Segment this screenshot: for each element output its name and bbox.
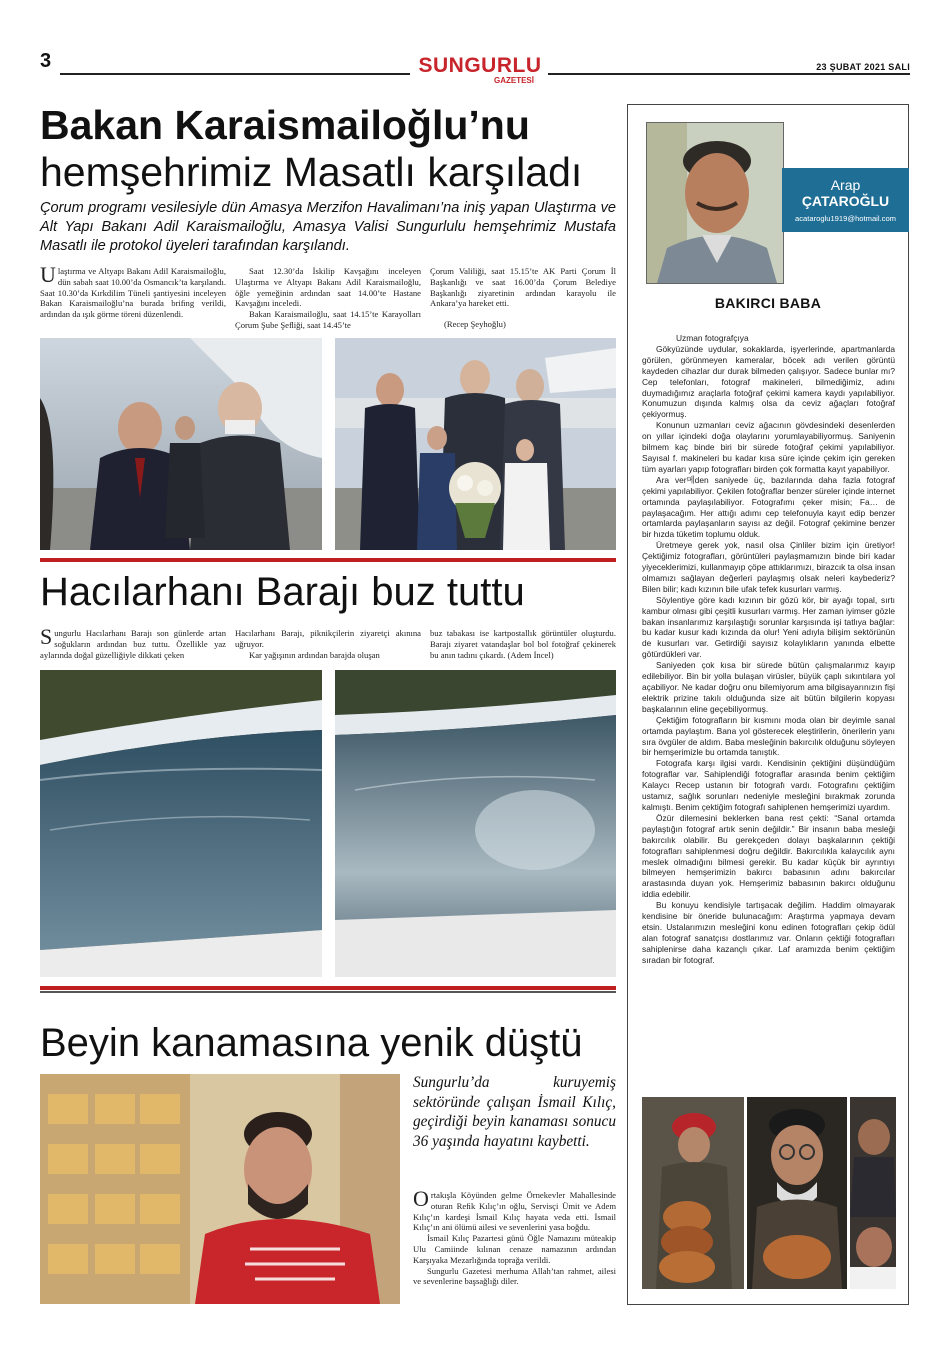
article2-headline: Hacılarhanı Barajı buz tuttu bbox=[40, 570, 525, 614]
page-number: 3 bbox=[40, 50, 52, 72]
article3-top-bar bbox=[40, 986, 616, 990]
article2-photo-frozen-lake-2 bbox=[335, 670, 616, 977]
article2-photo-frozen-lake-1 bbox=[40, 670, 322, 977]
column-photo-kettles bbox=[642, 1097, 744, 1289]
column-p7: Çektiğim fotografların bir kısmını moda olan bir deyimle sanal ortamda paylaştım. Bana yol gösterecek eleştirilerin, önerilerin yanı sıra övgüler de aldım. Baba mesleğinin bakırcılık olduğunu söyleyen bir hemşerimizle bu ortamda tanıştık. bbox=[642, 714, 895, 758]
article1-headline-bold: Bakan Karaismailoğlu’nu bbox=[40, 102, 530, 148]
article1-col2-p2: Bakan Karaismailoğlu, saat 14.15’te Karayolları Çorum Şube Şeﬂiği, saat 14.45’te bbox=[235, 309, 421, 330]
article2-dropcap: S bbox=[40, 624, 53, 649]
article3-dropcap: O bbox=[413, 1186, 429, 1211]
masthead bbox=[418, 56, 542, 85]
column-author-photo bbox=[646, 122, 784, 284]
masthead-subtitle: GAZETESİ bbox=[493, 76, 534, 85]
article2-column-3 bbox=[430, 628, 616, 660]
column-photo-workers bbox=[850, 1097, 896, 1289]
article1-headline-light: hemşehrimiz Masatlı karşıladı bbox=[40, 149, 583, 195]
article2-col2-p2: Kar yağışının ardından barajda oluşan bbox=[249, 649, 380, 660]
article2-col1-text: ungurlu Hacılarhanı Barajı son günlerde artan soğukların ardından buz tuttu. Özellikle yaz aylarında doğal güzelliğiyle dikkati çeken bbox=[40, 628, 226, 660]
column-author-box bbox=[782, 168, 909, 232]
column-author-last-name: ÇATAROĞLU bbox=[801, 193, 890, 209]
issue-date: 23 ŞUBAT 2021 SALI bbox=[816, 62, 910, 72]
article3-p3: Sungurlu Gazetesi merhuma Allah’tan rahmet, ailesi ve sevenlerine başsağlığı diler. bbox=[413, 1265, 616, 1287]
article3-deck: Sungurlu’da kuruyemiş sektöründe çalışan İsmail Kılıç, geçirdiği beyin kanaması sonucu 36 yaşında hayatını kaybetti. bbox=[413, 1074, 616, 1150]
article1-dropcap: U bbox=[40, 262, 56, 287]
column-p6: Saniyeden çok kısa bir sürede bütün çalışmalarımız kayıp edilebiliyor. Bin bir yolla bulaşan virüsler, büyük çaplı sıkıntılara yol açabiliyor. Ne kadar doğru onu bilemiyorum ama bilgisayarınızın fişi elektrik prizine takılı olduğunda size ait bütün bilgilerin kopyası başkalarının eline geçebiliyormuş. bbox=[642, 660, 895, 714]
article3-headline: Beyin kanamasına yenik düştü bbox=[40, 1021, 583, 1065]
article2-col3-p1: buz tabakası ise kartpostallık görüntüler oluşturdu. Barajı ziyaret vatandaşlar bol bol fotoğraf çekinerek bu anın tadını çıkardı. (Adem İncel) bbox=[430, 628, 616, 660]
column-p4: Üretmeye gerek yok, nasıl olsa Çinliler bizim için üretiyor! Çektiğimiz fotografları, görüntüleri paylaşmamızın binde biri kadar yiyeceklerimizi, kullanmayıp çöpe attıklarımızı, birazcık ta olsa insan olmamızı sağlayan değerleri paylaşmış olsak neleri kaybederiz? Bilen bilir; kadı kızının bile ufak tefek kusurları varmış. bbox=[642, 540, 895, 594]
article2-top-bar bbox=[40, 558, 616, 562]
column-p9: Özür dilemesini beklerken bana rest çekti: “Sanal ortamda paylaştığın fotograf artık senin değildir.” Bir insanın baba mesleği bakırcılık olabilir. Bu gerekçeden dolayı başkalarının çektiği fotografları sahiplenmesi doğru değildir. Bakırcılıkla kalaycılık aynı meslek olmadığını bilmesi gerekir. Bu kadar küçük bir ayrıntıyı bilmeyen hemşerimizin bakırcı babasının adını bakırcılar arastasında duyan yok. Hemşerimiz babasının bakırcı olduğunu iddia edebilir. bbox=[642, 812, 895, 900]
article1-column-2 bbox=[235, 266, 421, 331]
article1-col3-p1: Çorum Valiliği, saat 15.15’te AK Parti Çorum İl Başkanlığı ve saat 16.00’da Çorum Belediye Başkanlığı ziyaretinin ardından karayolu ile Ankara’ya hareket etti. bbox=[430, 266, 616, 309]
column-p3: Ara ver메den saniyede üç, bazılarında daha fazla fotograf çekimi yapılabiliyor. Çekilen fotoğraflar benzer süreler içinde internet ortamında paylaşılabiliyor. Fotografımı çeker misin; Fa… de paylaşacağım. Her attığı adımı cep telefonuyla kayıt edip benzer ortamlarda paylaşanların sayısı az değil. Fotograf çekimine benzer bir hızda tüketim toplumu olduk. bbox=[642, 474, 895, 540]
article1-photo-greeting bbox=[40, 338, 322, 550]
column-p8: Fotografa karşı ilgisi vardı. Kendisinin çektiğini düşündüğüm fotograflar var. Sahiplendiği fotograflar arasında benim çektiğim Kalaycı Recep ustanın bir fotografı vardı. Fotografını çektiğim ustamız, sağlık sorunları nedeniyle mesleğini bırakmak zorunda kalmıştı. Benim çektiğim fotografı sahiplenen hemşerimizi uyardım. bbox=[642, 758, 895, 812]
article2-column-2 bbox=[235, 628, 421, 660]
article3-body bbox=[413, 1186, 616, 1287]
article1-column-1 bbox=[40, 262, 226, 320]
column-photo-craftsman bbox=[747, 1097, 847, 1289]
column-body bbox=[642, 333, 895, 966]
column-p0: Uzman fotografçıya bbox=[676, 333, 749, 343]
header-rule-right bbox=[548, 73, 910, 75]
article2-column-1 bbox=[40, 624, 226, 660]
header-rule-left bbox=[60, 73, 410, 75]
masthead-title: SUNGURLU bbox=[418, 54, 542, 77]
column-p5: Söylentiye göre kadı kızının bir gözü kör, bir ayağı topal, sırtı kambur olması gibi çeşitli kusurları varmış. Her zaman iyimser gözle bakan insanlarımız karşılaştığı sorunlar karşısında işi tatlıya bağlar: bu kadar kusur kadı kızında da olur! Yeni adıyla bilişim sektörünün de kusurları var. Getirdiği sayısız kolaylıkların yanında elbette götürdükleri var. bbox=[642, 594, 895, 660]
article1-byline: (Recep Şeyhoğlu) bbox=[444, 319, 506, 330]
article1-photo-group bbox=[335, 338, 616, 550]
article1-column-3 bbox=[430, 266, 616, 330]
column-p10: Bu konuyu kendisiyle tartışacak değilim. Haddim olmayarak kendisine bir öneride bulunacağım: Araştırma yapmaya devam etsin. Ustalarımızın mesleğini konu edinen fotografları çekip ödül alan fotograf sanatçısı dostlarımız var. Onların çektiği fotografları sahiplenirse daha kazançlı çıkar. Laf aramızda benim çektiğim sıradan bir fotograf. bbox=[642, 900, 895, 965]
article3-photo-portrait bbox=[40, 1074, 400, 1304]
article2-col2-p1: Hacılarhanı Barajı, piknikçilerin ziyaretçi akınına uğruyor. bbox=[235, 628, 421, 649]
article1-col2-p1: Saat 12.30’da İskilip Kavşağını inceleyen Ulaştırma ve Altyapı Bakanı Adil Karaismailoğlu, öğle yemeğinin ardından saat 14.00’te Hastane Kavşağını inceledi. bbox=[235, 266, 421, 309]
column-p1: Gökyüzünde uydular, sokaklarda, işyerlerinde, apartmanlarda görülen, görünmeyen kameralar, böcek adı verilen görüntü kaydeden cihazlar dur durak bilmeden çalışıyor. Sadece bunlar mı? Cep telefonları, fotograf makineleri, bilmediğimiz, adını duymadığımız araçlarla fotoğraf çekimi kamera kaydı yapılabiliyor. Konumuzun dışında kalmış olsa da ceviz ağaçları fotoğraf çekiyormuş. bbox=[642, 343, 895, 420]
article3-p1: rtakışla Köyünden gelme Örnekevler Mahallesinde oturan Reﬁk Kılıç’ın oğlu, Servisçi Ümit ve Adem Kılıç’ın kardeşi İsmail Kılıç hayata veda etti. İsmail Kılıç’ın ani ölümü ailesi ve sevenlerini yasa boğdu. bbox=[413, 1190, 616, 1233]
column-p2: Konunun uzmanları ceviz ağacının gövdesindeki desenlerden on yıllar içindeki doğa olaylarını yorumlayabiliyormuş. Saniyenin bilmem kaç binde biri bir sürede fotoğraf çekimi yapılabiliyor. Sayısal f. makineleri bu kadar kısa süre içinde çekim için gereken tüm ayarları yapıp fotografları birden çok formatta kayıt yapabiliyor. bbox=[642, 420, 895, 474]
article3-top-bar-grey bbox=[40, 991, 616, 993]
column-author-first-name: Arap bbox=[830, 177, 861, 193]
article1-deck: Çorum programı vesilesiyle dün Amasya Merzifon Havalimanı’na iniş yapan Ulaştırma ve Alt Yapı Bakanı Adil Karaismailoğlu, Amasya Valisi Sungurlulu hemşehrimiz Mustafa Masatlı ile protokol üyeleri tarafından karşılandı. bbox=[40, 200, 616, 254]
column-author-email: acataroglu1919@hotmail.com bbox=[795, 214, 896, 223]
article3-p2: İsmail Kılıç Pazartesi günü Öğle Namazını müteakip Ulu Camiinde kılınan cenaze namazının ardından Karşıyaka Mezarlığında toprağa verildi. bbox=[413, 1233, 616, 1265]
column-title: BAKIRCI BABA bbox=[714, 295, 822, 311]
article1-col1-text: laştırma ve Altyapı Bakanı Adil Karaismailoğlu, dün sabah saat 10.00’da Osmancık’ta karşılandı. Saat 10.30’da Kırkdilim Tüneli şantiyesini inceleyen Bakan Karaismailoğlu’na burada briﬁng verildi, ardından da ışık görme töreni düzenlendi. bbox=[40, 266, 226, 320]
